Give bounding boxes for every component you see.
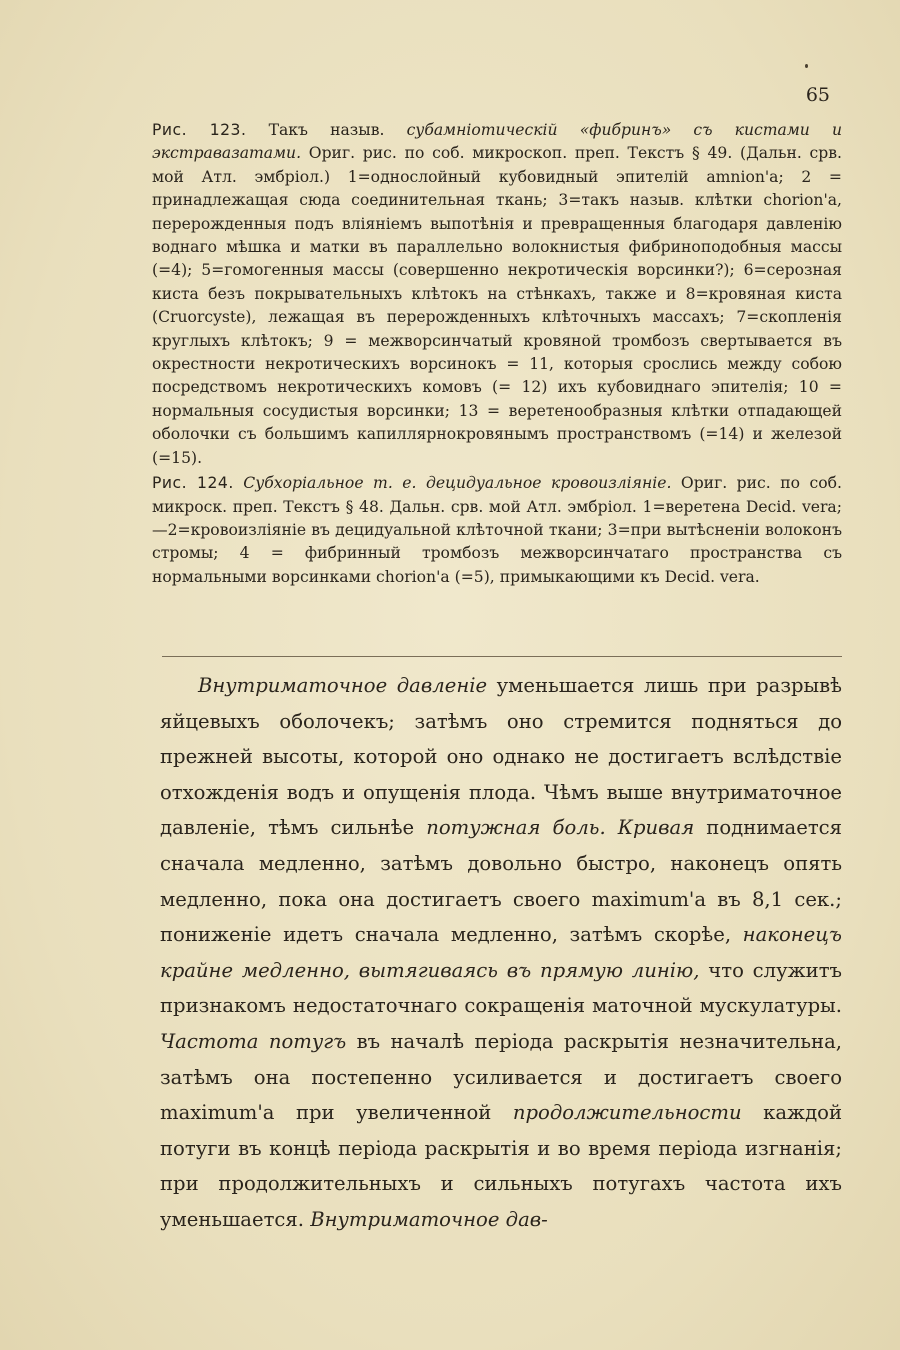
caption-title: Субхоріальное т. е. децидуальное кровоизліяніе.	[243, 474, 672, 493]
caption-text: Ориг. рис. по соб. микроск. преп. Текстъ § 48. Дальн. срв. мой Атл. эмбріол. 1=веретена Decid. vera; —2=кровоизліяніе въ децидуальной клѣточной ткани; 3=при вытѣсненіи волоконъ стромы; 4 = фибринный тромбозъ межворсинчатаго пространства съ нормальными ворсинками chorion'а (=5), примыкающими къ Decid. vera.	[152, 474, 842, 586]
caption-label: Рис. 123.	[152, 121, 247, 139]
emphasis-term: продолжительности	[512, 1101, 742, 1125]
emphasis-term: потужная боль. Кривая	[426, 816, 695, 840]
caption-fig-123	[152, 119, 842, 470]
body-text: поднимается сначала медленно, затѣмъ довольно быстро, наконецъ опять медленно, пока она достигаетъ своего maximum'а въ 8,1 сек.; пониженіе идетъ сначала медленно, затѣмъ скорѣе,	[160, 816, 843, 947]
ink-dot	[805, 64, 808, 68]
body-text: каждой потуги въ концѣ періода раскрытія и во время періода изгнанія; при продолжительныхъ и сильныхъ потугахъ частота ихъ уменьшается.	[160, 1101, 842, 1231]
separator-rule	[162, 656, 842, 657]
caption-label: Рис. 124.	[152, 474, 234, 493]
caption-title: субамніотическій «фибринъ» съ кистами и экстравазатами.	[152, 121, 842, 163]
figure-captions	[152, 119, 842, 589]
emphasis-term: Частота потугъ	[160, 1029, 347, 1053]
emphasis-term: Внутриматочное давленіе	[198, 674, 488, 697]
body-text: уменьшается лишь при разрывѣ яйцевыхъ оболочекъ; затѣмъ оно стремится подняться до прежней высоты, которой оно однако не достигаетъ вслѣдствіе отхожденія водъ и опущенія плода. Чѣмъ выше внутриматочное давленіе, тѣмъ сильнѣе	[160, 674, 843, 840]
body-text: что служитъ признакомъ недостаточнаго сокращенія маточной мускулатуры.	[160, 958, 842, 1018]
page-number: 65	[805, 84, 830, 106]
emphasis-term: Внутриматочное дав-	[310, 1207, 548, 1231]
body-paragraph	[160, 668, 842, 1238]
emphasis-term: наконецъ крайне медленно, вытягиваясь въ прямую линію,	[160, 923, 842, 982]
caption-text: Ориг. рис. по соб. микроскоп. преп. Текстъ § 49. (Дальн. срв. мой Атл. эмбріол.) 1=однослойный кубовидный эпителій amnion'а; 2 = принадлежащая сюда соединительная ткань; 3=такъ назыв. клѣтки chorion'а, перерожденныя подъ вліяніемъ выпотѣнія и превращенныя благодаря давленію воднаго мѣшка и матки въ параллельно волокнистыя фибриноподобныя массы (=4); 5=гомогенныя массы (совершенно некротическія ворсинки?); 6=серозная киста безъ покрывательныхъ клѣтокъ на стѣнкахъ, также и 8=кровяная киста (Cruorcyste), лежащая въ перерожденныхъ клѣточныхъ массахъ; 7=скопленія круглыхъ клѣтокъ; 9 = межворсинчатый кровяной тромбозъ свертывается въ окрестности некротическихъ ворсинокъ = 11, которыя срослись между собою посредствомъ некротическихъ комовъ (= 12) ихъ кубовиднаго эпителія; 10 = нормальныя сосудистыя ворсинки; 13 = веретенообразныя клѣтки отпадающей оболочки съ большимъ капиллярнокровянымъ пространствомъ (=14) и железой (=15).	[152, 144, 842, 467]
caption-text: Такъ назыв.	[268, 121, 385, 139]
caption-fig-124	[152, 472, 842, 589]
body-text: въ началѣ періода раскрытія незначительна, затѣмъ она постепенно усиливается и достигаетъ своего maximum'а при увеличенной	[160, 1029, 842, 1125]
paragraph	[160, 668, 842, 1238]
